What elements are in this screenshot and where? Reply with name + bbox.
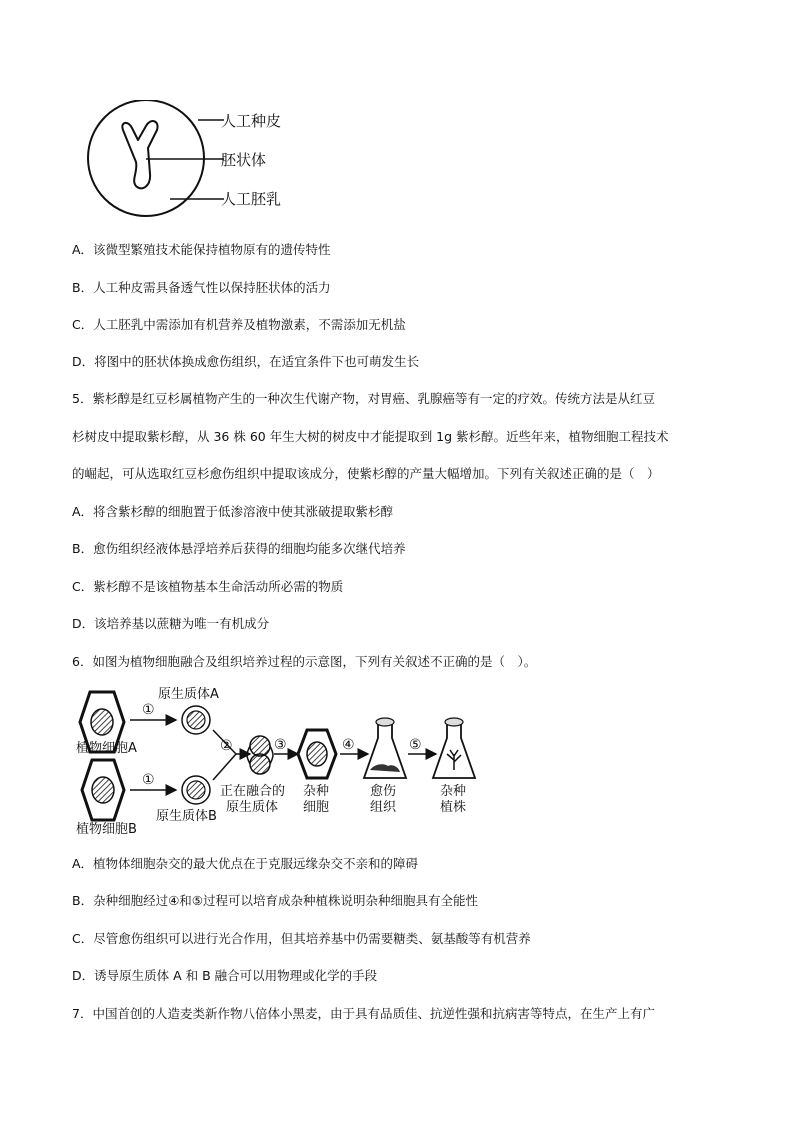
q4-option-d: D．将图中的胚状体换成愈伤组织，在适宜条件下也可萌发生长 — [72, 354, 420, 369]
q5-option-c: C．紫杉醇不是该植物基本生命活动所必需的物质 — [72, 579, 344, 594]
step2-marker: ② — [220, 738, 233, 754]
label-seed-coat: 人工种皮 — [221, 112, 282, 130]
q6-stem: 6．如图为植物细胞融合及组织培养过程的示意图，下列有关叙述不正确的是（ ）。 — [72, 654, 537, 669]
step1-top-marker: ① — [142, 702, 155, 718]
label-fusing-line1: 正在融合的 — [220, 784, 286, 799]
label-protoplast-a: 原生质体A — [158, 687, 219, 702]
q6-option-d: D．诱导原生质体 A 和 B 融合可以用物理或化学的手段 — [72, 968, 378, 983]
q6-option-b: B．杂种细胞经过④和⑤过程可以培育成杂种植株说明杂种细胞具有全能性 — [72, 893, 478, 908]
artificial-seed-figure — [76, 100, 316, 220]
cell-fusion-figure — [70, 682, 500, 842]
plant-cell-b — [82, 760, 124, 820]
callus-flask — [364, 718, 406, 778]
step3-marker: ③ — [274, 737, 287, 753]
converge-line-bottom — [213, 754, 236, 780]
fusing-protoplasts — [247, 736, 273, 774]
step5-marker: ⑤ — [409, 737, 422, 753]
label-hybrid-cell-line1: 杂种 — [303, 784, 330, 799]
q5-option-a: A．将含紫杉醇的细胞置于低渗溶液中使其涨破提取紫杉醇 — [72, 504, 394, 519]
q5-stem-line3: 的崛起，可从选取红豆杉愈伤组织中提取该成分，使紫杉醇的产量大幅增加。下列有关叙述正确的是（ ） — [72, 466, 660, 481]
q5-option-b: B．愈伤组织经液体悬浮培养后获得的细胞均能多次继代培养 — [72, 541, 406, 556]
label-hybrid-plant-line1: 杂种 — [440, 784, 467, 799]
label-hybrid-cell-line2: 细胞 — [303, 800, 330, 815]
q6-option-a: A．植物体细胞杂交的最大优点在于克服远缘杂交不亲和的障碍 — [72, 856, 419, 871]
label-fusing-line2: 原生质体 — [226, 800, 279, 815]
q5-stem-line1: 5．紫杉醇是红豆杉属植物产生的一种次生代谢产物，对胃癌、乳腺癌等有一定的疗效。传统方法是从红豆 — [72, 391, 655, 406]
label-hybrid-plant-line2: 植株 — [440, 800, 467, 815]
step1-bottom-marker: ① — [142, 772, 155, 788]
label-callus-line1: 愈伤 — [370, 784, 397, 799]
q5-option-d: D．该培养基以蔗糖为唯一有机成分 — [72, 616, 270, 631]
protoplast-a — [182, 706, 210, 734]
q4-option-c: C．人工胚乳中需添加有机营养及植物激素，不需添加无机盐 — [72, 317, 406, 332]
label-callus-line2: 组织 — [370, 800, 397, 815]
hybrid-cell — [298, 730, 336, 778]
embryoid-shape — [122, 121, 157, 188]
label-plant-cell-b: 植物细胞B — [76, 822, 137, 837]
q6-option-c: C．尽管愈伤组织可以进行光合作用，但其培养基中仍需要糖类、氨基酸等有机营养 — [72, 931, 531, 946]
step4-marker: ④ — [342, 737, 355, 753]
q4-option-a: A．该微型繁殖技术能保持植物原有的遗传特性 — [72, 242, 331, 257]
q7-stem-line1: 7．中国首创的人造麦类新作物八倍体小黑麦，由于具有品质佳、抗逆性强和抗病害等特点，在生产上有广 — [72, 1006, 655, 1021]
label-embryoid: 胚状体 — [221, 151, 267, 169]
hybrid-plant-flask — [433, 718, 475, 778]
protoplast-b — [182, 776, 210, 804]
q5-stem-line2: 杉树皮中提取紫杉醇，从 36 株 60 年生大树的树皮中才能提取到 1g 紫杉醇。近些年来，植物细胞工程技术 — [72, 429, 669, 444]
label-protoplast-b: 原生质体B — [156, 809, 217, 824]
label-endosperm: 人工胚乳 — [221, 190, 282, 208]
q4-option-b: B．人工种皮需具备透气性以保持胚状体的活力 — [72, 280, 331, 295]
label-plant-cell-a: 植物细胞A — [76, 741, 137, 756]
